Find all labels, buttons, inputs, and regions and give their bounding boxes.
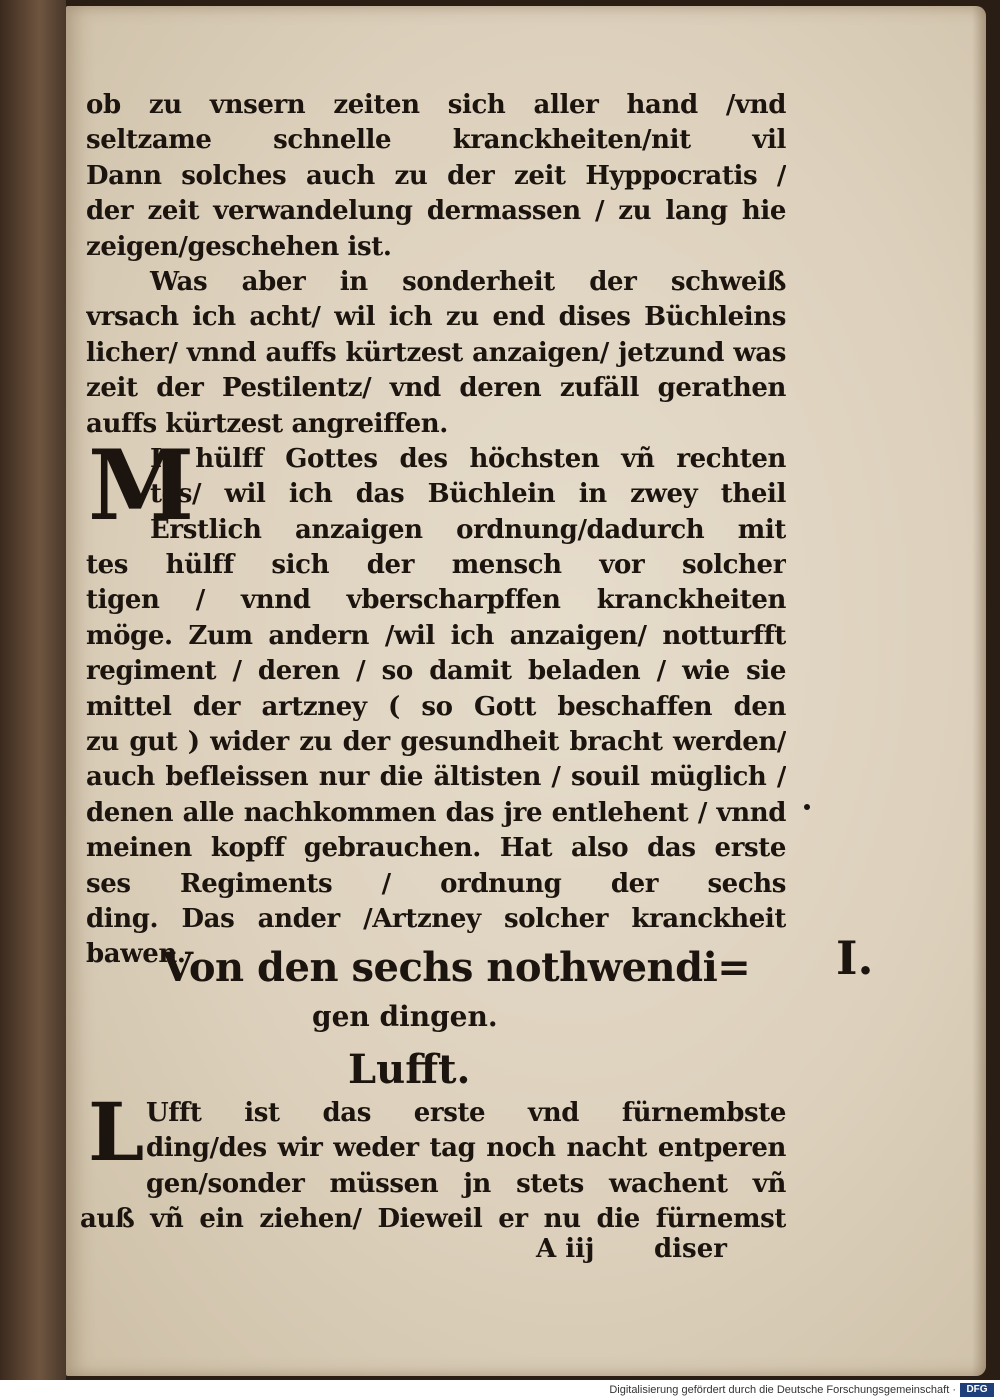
dfg-logo[interactable]: DFG bbox=[960, 1383, 994, 1397]
drop-capital-m: M bbox=[88, 429, 195, 542]
text-line: mittel der artzney ( so Gott beschaffen den bbox=[86, 691, 786, 722]
text-line: tes/ wil ich das Büchlein in zwey theil bbox=[150, 479, 786, 510]
text-line: auffs kürtzest angreiffen. bbox=[86, 408, 448, 439]
text-line: ob zu vnsern zeiten sich aller hand /vnd bbox=[86, 90, 786, 120]
ink-spot bbox=[804, 804, 810, 810]
text-line: bawen. bbox=[86, 939, 186, 970]
text-line: It hülff Gottes des höchsten vñ rechten bbox=[150, 443, 786, 474]
text-line: zeit der Pestilentz/ vnd deren zufäll gerathen bbox=[86, 373, 786, 404]
text-line: meinen kopff gebrauchen. Hat also das erste bbox=[86, 833, 786, 864]
section-number: I. bbox=[836, 931, 874, 985]
paragraph-lufft bbox=[80, 1096, 786, 1238]
text-line: regiment / deren / so damit beladen / wie sie bbox=[86, 656, 786, 687]
text-line: zu gut ) wider zu der gesundheit bracht werden/ bbox=[86, 727, 786, 758]
text-line: ding/des wir weder tag noch nacht entperen bbox=[146, 1133, 786, 1164]
text-line: tigen / vnnd vberscharpffen kranckheiten bbox=[86, 585, 786, 616]
catchword: diser bbox=[654, 1234, 727, 1264]
text-line: gen/sonder müssen jn stets wachent vñ bbox=[146, 1168, 786, 1199]
text-line: auß vñ ein ziehen/ Dieweil er nu die fürnemst bbox=[80, 1204, 786, 1235]
text-line: Ufft ist das erste vnd fürnembste bbox=[146, 1098, 786, 1128]
text-line: ses Regiments / ordnung der sechs bbox=[86, 868, 786, 899]
text-line: zeigen/geschehen ist. bbox=[86, 231, 392, 262]
text-line: der zeit verwandelung dermassen / zu lang hie bbox=[86, 196, 786, 227]
text-line: Erstlich anzaigen ordnung/dadurch mit bbox=[150, 514, 786, 545]
text-line: möge. Zum andern /wil ich anzaigen/ notturfft bbox=[86, 620, 786, 651]
text-line: tes hülff sich der mensch vor solcher bbox=[86, 550, 786, 581]
text-line: vrsach ich acht/ wil ich zu end dises Büchleins bbox=[86, 302, 786, 333]
text-line: denen alle nachkommen das jre entlehent / vnnd bbox=[86, 797, 786, 828]
text-line: ding. Das ander /Artzney solcher kranckheit bbox=[86, 903, 786, 934]
book-binding bbox=[0, 0, 66, 1380]
page-edge-shadow bbox=[972, 6, 986, 1376]
section-heading: Von den sechs nothwendi= bbox=[162, 944, 751, 991]
text-line: Dann solches auch zu der zeit Hyppocratis / bbox=[86, 160, 786, 191]
subheading-lufft: Lufft. bbox=[348, 1046, 471, 1093]
footer-bar bbox=[0, 1380, 1000, 1400]
footer-credit: Digitalisierung gefördert durch die Deutsche Forschungsgemeinschaft · bbox=[609, 1384, 956, 1396]
drop-capital-l: L bbox=[88, 1085, 145, 1179]
text-line: Was aber in sonderheit der schweiß bbox=[150, 266, 786, 297]
signature-mark: A iij bbox=[536, 1234, 595, 1264]
book-page bbox=[66, 6, 986, 1376]
text-line: licher/ vnnd auffs kürtzest anzaigen/ jetzund was bbox=[86, 337, 786, 368]
section-heading-continued: gen dingen. bbox=[312, 1000, 498, 1033]
text-line: seltzame schnelle kranckheiten/nit vil bbox=[86, 125, 786, 156]
text-line: auch befleissen nur die ältisten / souil müglich / bbox=[86, 762, 786, 793]
